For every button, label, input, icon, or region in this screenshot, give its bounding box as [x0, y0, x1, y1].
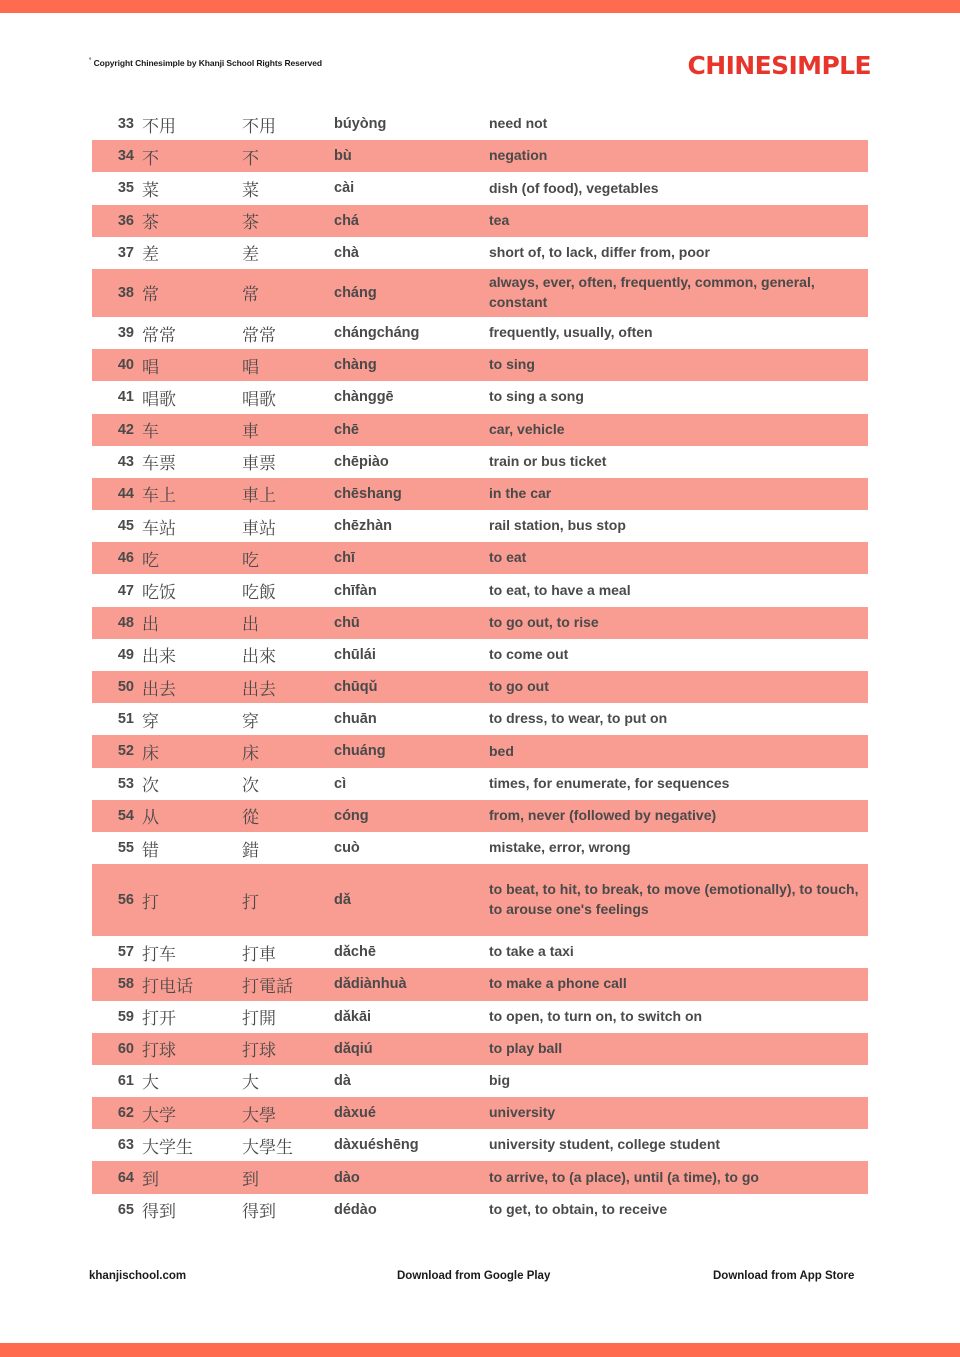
- traditional-characters: 吃飯: [242, 583, 276, 604]
- english-meaning: to beat, to hit, to break, to move (emotionally), to touch, to arouse one's feelings: [489, 881, 859, 918]
- table-row: [92, 542, 868, 574]
- english-meaning: tea: [489, 211, 510, 228]
- english-meaning: rail station, bus stop: [489, 517, 626, 534]
- pinyin: búyòng: [334, 116, 387, 133]
- row-number: 36: [117, 212, 134, 229]
- table-row: [92, 108, 868, 140]
- traditional-characters: 出: [242, 615, 259, 636]
- simplified-characters: 错: [142, 840, 159, 861]
- pinyin: cì: [334, 775, 347, 792]
- traditional-characters: 唱歌: [242, 389, 276, 410]
- row-number: 38: [117, 284, 134, 301]
- table-row: [92, 703, 868, 735]
- pinyin: dǎchē: [334, 944, 376, 961]
- english-meaning: train or bus ticket: [489, 452, 607, 469]
- pinyin: chángcháng: [334, 325, 420, 342]
- pinyin: chīfàn: [334, 582, 377, 599]
- pinyin: dǎ: [334, 892, 351, 909]
- traditional-characters: 菜: [242, 180, 259, 201]
- simplified-characters: 大学生: [142, 1137, 193, 1158]
- footer-google-play-link[interactable]: Download from Google Play: [397, 1270, 551, 1282]
- row-number: 54: [117, 807, 134, 824]
- row-number: 39: [117, 325, 134, 342]
- table-row: [92, 1194, 868, 1226]
- simplified-characters: 车: [142, 422, 159, 443]
- row-number: 56: [117, 892, 134, 909]
- english-meaning: car, vehicle: [489, 420, 565, 437]
- english-meaning: to open, to turn on, to switch on: [489, 1007, 703, 1024]
- table-row: [92, 172, 868, 204]
- simplified-characters: 不用: [142, 116, 176, 137]
- pinyin: dàxuéshēng: [334, 1137, 419, 1154]
- traditional-characters: 車: [242, 422, 259, 443]
- table-row: [92, 671, 868, 703]
- row-number: 53: [117, 775, 134, 792]
- traditional-characters: 打: [242, 892, 259, 913]
- row-number: 33: [117, 116, 134, 133]
- traditional-characters: 不用: [242, 116, 276, 137]
- row-number: 55: [117, 840, 134, 857]
- pinyin: dǎkāi: [334, 1008, 372, 1025]
- traditional-characters: 從: [242, 808, 259, 829]
- row-number: 49: [117, 646, 134, 663]
- traditional-characters: 吃: [242, 550, 259, 571]
- pinyin: cuò: [334, 840, 360, 857]
- pinyin: chànggē: [334, 389, 394, 406]
- english-meaning: frequently, usually, often: [489, 324, 653, 341]
- row-number: 63: [117, 1137, 134, 1154]
- english-meaning: from, never (followed by negative): [489, 806, 717, 823]
- pinyin: chuáng: [334, 743, 386, 760]
- table-row: [92, 349, 868, 381]
- simplified-characters: 唱: [142, 357, 159, 378]
- traditional-characters: 車票: [242, 454, 276, 475]
- table-row: [92, 936, 868, 968]
- simplified-characters: 菜: [142, 180, 159, 201]
- table-row: [92, 735, 868, 767]
- traditional-characters: 得到: [242, 1202, 276, 1223]
- table-row: [92, 800, 868, 832]
- simplified-characters: 大学: [142, 1105, 176, 1126]
- english-meaning: to make a phone call: [489, 975, 627, 992]
- table-row: [92, 269, 868, 317]
- table-row: [92, 1161, 868, 1193]
- table-row: [92, 140, 868, 172]
- pinyin: dǎqiú: [334, 1040, 373, 1057]
- table-row: [92, 510, 868, 542]
- chinesimple-logo: CHINESIMPLE: [687, 51, 871, 80]
- row-number: 58: [117, 976, 134, 993]
- simplified-characters: 床: [142, 743, 159, 764]
- english-meaning: to dress, to wear, to put on: [489, 710, 668, 727]
- pinyin: chēzhàn: [334, 518, 393, 535]
- simplified-characters: 茶: [142, 213, 159, 234]
- simplified-characters: 不: [142, 148, 159, 169]
- traditional-characters: 打球: [242, 1041, 276, 1062]
- simplified-characters: 出来: [142, 647, 176, 668]
- table-row: [92, 1097, 868, 1129]
- table-row: [92, 1065, 868, 1097]
- table-row: [92, 478, 868, 510]
- traditional-characters: 常: [242, 285, 259, 306]
- pinyin: chà: [334, 244, 359, 261]
- simplified-characters: 吃: [142, 550, 159, 571]
- simplified-characters: 次: [142, 776, 159, 797]
- english-meaning: to take a taxi: [489, 943, 574, 960]
- traditional-characters: 打開: [242, 1009, 276, 1030]
- english-meaning: to sing a song: [489, 388, 584, 405]
- pinyin: cài: [334, 180, 355, 197]
- simplified-characters: 车票: [142, 454, 176, 475]
- simplified-characters: 大: [142, 1073, 159, 1094]
- vocabulary-table: [92, 108, 868, 1226]
- traditional-characters: 次: [242, 776, 259, 797]
- table-row: [92, 237, 868, 269]
- pinyin: dédào: [334, 1201, 377, 1218]
- english-meaning: university: [489, 1104, 556, 1121]
- traditional-characters: 床: [242, 743, 259, 764]
- english-meaning: university student, college student: [489, 1136, 721, 1153]
- table-row: [92, 381, 868, 413]
- simplified-characters: 常: [142, 285, 159, 306]
- row-number: 60: [117, 1040, 134, 1057]
- simplified-characters: 车站: [142, 518, 176, 539]
- row-number: 46: [117, 550, 134, 567]
- pinyin: chūlái: [334, 646, 376, 663]
- row-number: 34: [117, 148, 134, 165]
- page-footer: [0, 1270, 960, 1294]
- table-row: [92, 1129, 868, 1161]
- table-row: [92, 768, 868, 800]
- top-accent-bar: [0, 0, 960, 13]
- row-number: 65: [117, 1201, 134, 1218]
- traditional-characters: 車站: [242, 518, 276, 539]
- table-row: [92, 317, 868, 349]
- row-number: 42: [117, 421, 134, 438]
- traditional-characters: 打車: [242, 944, 276, 965]
- traditional-characters: 大學生: [242, 1137, 293, 1158]
- traditional-characters: 常常: [242, 325, 276, 346]
- pinyin: chūqǔ: [334, 679, 378, 696]
- traditional-characters: 唱: [242, 357, 259, 378]
- pinyin: chuān: [334, 711, 377, 728]
- table-row: [92, 1001, 868, 1033]
- traditional-characters: 打電話: [242, 976, 293, 997]
- table-row: [92, 1033, 868, 1065]
- pinyin: chū: [334, 614, 360, 631]
- traditional-characters: 差: [242, 245, 259, 266]
- row-number: 44: [117, 485, 134, 502]
- pinyin: chàng: [334, 357, 377, 374]
- english-meaning: to play ball: [489, 1039, 563, 1056]
- english-meaning: short of, to lack, differ from, poor: [489, 243, 710, 260]
- traditional-characters: 大學: [242, 1105, 276, 1126]
- simplified-characters: 打球: [142, 1041, 176, 1062]
- row-number: 43: [117, 453, 134, 470]
- row-number: 57: [117, 944, 134, 961]
- row-number: 41: [117, 389, 134, 406]
- simplified-characters: 打电话: [142, 976, 193, 997]
- row-number: 61: [117, 1072, 134, 1089]
- english-meaning: to arrive, to (a place), until (a time), to go: [489, 1168, 759, 1185]
- simplified-characters: 得到: [142, 1202, 176, 1223]
- english-meaning: negation: [489, 147, 548, 164]
- traditional-characters: 車上: [242, 486, 276, 507]
- bottom-accent-bar: [0, 1343, 960, 1357]
- traditional-characters: 大: [242, 1073, 259, 1094]
- simplified-characters: 差: [142, 245, 159, 266]
- simplified-characters: 出去: [142, 679, 176, 700]
- row-number: 40: [117, 357, 134, 374]
- english-meaning: times, for enumerate, for sequences: [489, 774, 730, 791]
- pinyin: chē: [334, 421, 359, 438]
- table-row: [92, 205, 868, 237]
- simplified-characters: 常常: [142, 325, 176, 346]
- row-number: 62: [117, 1105, 134, 1122]
- english-meaning: to sing: [489, 356, 535, 373]
- traditional-characters: 不: [242, 148, 259, 169]
- english-meaning: bed: [489, 742, 514, 759]
- simplified-characters: 吃饭: [142, 583, 176, 604]
- simplified-characters: 打开: [142, 1009, 176, 1030]
- row-number: 47: [117, 582, 134, 599]
- table-row: [92, 864, 868, 936]
- english-meaning: in the car: [489, 485, 552, 502]
- row-number: 51: [117, 711, 134, 728]
- pinyin: bù: [334, 148, 352, 165]
- pinyin: cháng: [334, 284, 377, 301]
- english-meaning: mistake, error, wrong: [489, 839, 631, 856]
- row-number: 64: [117, 1169, 134, 1186]
- simplified-characters: 唱歌: [142, 389, 176, 410]
- row-number: 48: [117, 614, 134, 631]
- pinyin: dǎdiànhuà: [334, 976, 407, 993]
- english-meaning: big: [489, 1072, 510, 1089]
- simplified-characters: 车上: [142, 486, 176, 507]
- table-row: [92, 968, 868, 1000]
- english-meaning: dish (of food), vegetables: [489, 179, 659, 196]
- copyright-notice: [89, 58, 322, 68]
- table-row: [92, 446, 868, 478]
- pinyin: chī: [334, 550, 355, 567]
- pinyin: chēpiào: [334, 453, 389, 470]
- pinyin: chēshang: [334, 485, 402, 502]
- english-meaning: to eat, to have a meal: [489, 581, 631, 598]
- row-number: 45: [117, 518, 134, 535]
- english-meaning: always, ever, often, frequently, common, general, constant: [489, 274, 815, 310]
- traditional-characters: 茶: [242, 213, 259, 234]
- english-meaning: need not: [489, 115, 548, 132]
- table-row: [92, 607, 868, 639]
- table-row: [92, 574, 868, 606]
- traditional-characters: 到: [242, 1170, 259, 1191]
- pinyin: cóng: [334, 807, 369, 824]
- pinyin: dào: [334, 1169, 360, 1186]
- simplified-characters: 到: [142, 1170, 159, 1191]
- simplified-characters: 从: [142, 808, 159, 829]
- copyright-symbol: °: [89, 58, 92, 65]
- table-row: [92, 639, 868, 671]
- traditional-characters: 穿: [242, 711, 259, 732]
- simplified-characters: 打: [142, 892, 159, 913]
- english-meaning: to go out, to rise: [489, 613, 599, 630]
- english-meaning: to go out: [489, 678, 549, 695]
- pinyin: dà: [334, 1072, 351, 1089]
- english-meaning: to come out: [489, 645, 569, 662]
- pinyin: chá: [334, 212, 359, 229]
- row-number: 50: [117, 679, 134, 696]
- traditional-characters: 出去: [242, 679, 276, 700]
- simplified-characters: 穿: [142, 711, 159, 732]
- footer-app-store-link[interactable]: Download from App Store: [713, 1270, 855, 1282]
- english-meaning: to get, to obtain, to receive: [489, 1200, 668, 1217]
- row-number: 35: [117, 180, 134, 197]
- english-meaning: to eat: [489, 549, 527, 566]
- pinyin: dàxué: [334, 1105, 376, 1122]
- row-number: 59: [117, 1008, 134, 1025]
- row-number: 52: [117, 743, 134, 760]
- simplified-characters: 打车: [142, 944, 176, 965]
- table-row: [92, 414, 868, 446]
- copyright-text: Copyright Chinesimple by Khanji School Rights Reserved: [93, 58, 322, 68]
- traditional-characters: 錯: [242, 840, 259, 861]
- footer-website-link[interactable]: khanjischool.com: [89, 1270, 187, 1282]
- simplified-characters: 出: [142, 615, 159, 636]
- row-number: 37: [117, 244, 134, 261]
- traditional-characters: 出來: [242, 647, 276, 668]
- page-header: [0, 13, 960, 95]
- table-row: [92, 832, 868, 864]
